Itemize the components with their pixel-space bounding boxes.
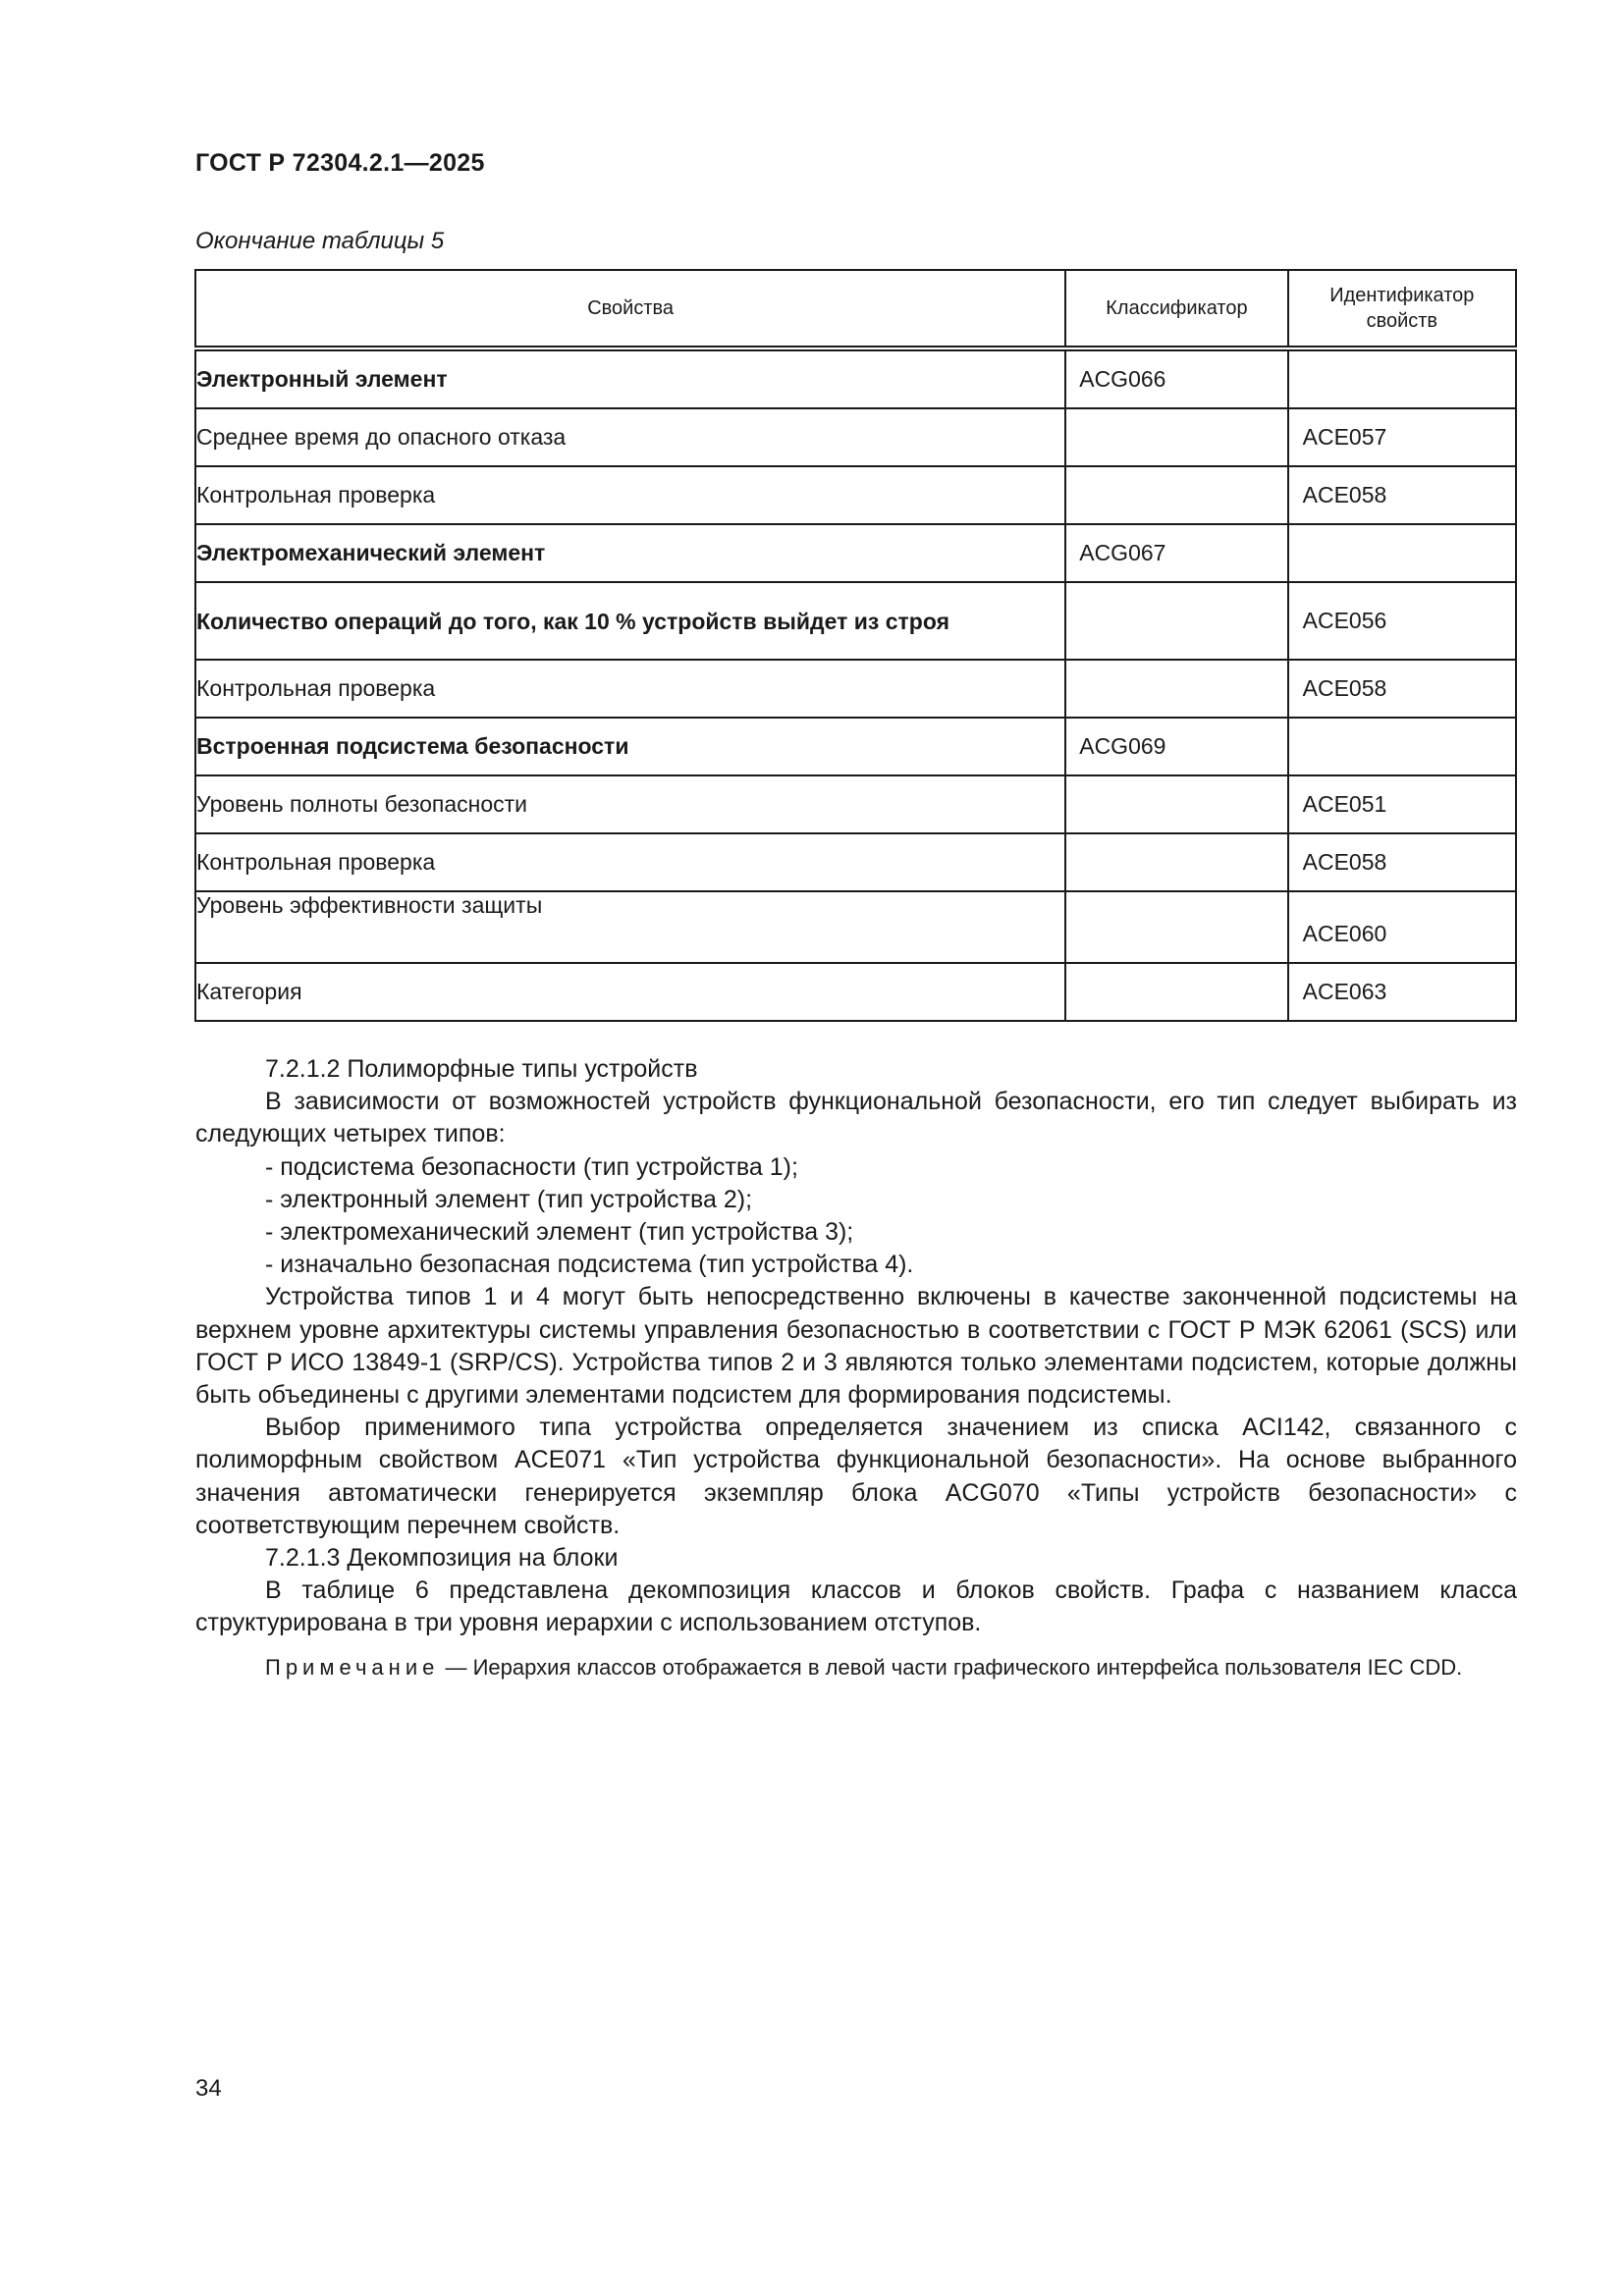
classifier-cell [1065, 408, 1287, 466]
property-id-cell: ACE051 [1288, 775, 1516, 833]
classifier-cell [1065, 963, 1287, 1021]
classifier-cell: ACG069 [1065, 718, 1287, 775]
note-text: — Иерархия классов отображается в левой части графического интерфейса пользователя IEC CDD. [439, 1654, 1463, 1680]
property-cell: Встроенная подсистема безопасности [195, 718, 1065, 775]
property-id-cell [1288, 718, 1516, 775]
property-cell: Контрольная проверка [195, 660, 1065, 718]
property-id-cell [1288, 348, 1516, 408]
table-row [195, 348, 1516, 408]
property-cell: Уровень эффективности защиты [195, 891, 1065, 963]
table-row [195, 718, 1516, 775]
note [195, 1652, 1517, 1683]
property-id-cell: ACE057 [1288, 408, 1516, 466]
property-cell: Количество операций до того, как 10 % устройств выйдет из строя [195, 582, 1065, 660]
document-designation: ГОСТ Р 72304.2.1—2025 [195, 149, 485, 177]
classifier-cell [1065, 891, 1287, 963]
table-row [195, 582, 1516, 660]
property-cell: Электронный элемент [195, 348, 1065, 408]
paragraph: В таблице 6 представлена декомпозиция классов и блоков свойств. Графа с названием класса структурирована в три уровня иерархии с использованием отступов. [195, 1576, 1517, 1637]
property-cell: Среднее время до опасного отказа [195, 408, 1065, 466]
property-id-cell: ACE058 [1288, 466, 1516, 524]
property-id-cell: ACE063 [1288, 963, 1516, 1021]
property-cell: Контрольная проверка [195, 466, 1065, 524]
list-item: - электронный элемент (тип устройства 2); [265, 1185, 753, 1213]
property-id-cell: ACE058 [1288, 833, 1516, 891]
column-header-properties: Свойства [195, 270, 1065, 348]
table-row [195, 524, 1516, 582]
table-row [195, 891, 1516, 963]
property-cell: Категория [195, 963, 1065, 1021]
classifier-cell: ACG066 [1065, 348, 1287, 408]
table-row [195, 408, 1516, 466]
column-header-property-id: Идентификатор свойств [1288, 270, 1516, 348]
section-heading-7-2-1-2: 7.2.1.2 Полиморфные типы устройств [265, 1055, 698, 1083]
section-heading-7-2-1-3: 7.2.1.3 Декомпозиция на блоки [265, 1544, 619, 1573]
classifier-cell: ACG067 [1065, 524, 1287, 582]
paragraph: В зависимости от возможностей устройств функциональной безопасности, его тип следует выбирать из следующих четырех типов: [195, 1088, 1517, 1148]
property-id-cell: ACE056 [1288, 582, 1516, 660]
note-label: Примечание [265, 1654, 440, 1680]
classifier-cell [1065, 833, 1287, 891]
table-row [195, 833, 1516, 891]
table-header-row [195, 270, 1516, 348]
property-id-cell [1288, 524, 1516, 582]
table-row [195, 963, 1516, 1021]
column-header-classifier: Классификатор [1065, 270, 1287, 348]
list-item: - электромеханический элемент (тип устройства 3); [265, 1218, 854, 1247]
classifier-cell [1065, 466, 1287, 524]
properties-table [194, 269, 1517, 1022]
table-row [195, 466, 1516, 524]
classifier-cell [1065, 660, 1287, 718]
property-id-cell: ACE058 [1288, 660, 1516, 718]
table-row [195, 775, 1516, 833]
classifier-cell [1065, 582, 1287, 660]
property-cell: Электромеханический элемент [195, 524, 1065, 582]
table-caption: Окончание таблицы 5 [195, 228, 445, 254]
paragraph: Выбор применимого типа устройства определяется значением из списка ACI142, связанного с полиморфным свойством ACE071 «Тип устройства функциональной безопасности». На основе выбранного значения автоматически генерируется экземпляр блока ACG070 «Типы устройств безопасности» с соответствующим перечнем свойств. [195, 1414, 1517, 1539]
list-item: - изначально безопасная подсистема (тип устройства 4). [265, 1251, 914, 1279]
property-cell: Контрольная проверка [195, 833, 1065, 891]
property-cell: Уровень полноты безопасности [195, 775, 1065, 833]
body-text [195, 1053, 1517, 1683]
property-id-cell: ACE060 [1288, 891, 1516, 963]
table-row [195, 660, 1516, 718]
list-item: - подсистема безопасности (тип устройства 1); [265, 1152, 798, 1181]
classifier-cell [1065, 775, 1287, 833]
paragraph: Устройства типов 1 и 4 могут быть непосредственно включены в качестве законченной подсистемы на верхнем уровне архитектуры системы управления безопасностью в соответствии с ГОСТ Р МЭК 62061 (SCS) или ГОСТ Р ИСО 13849-1 (SRP/CS). Устройства типов 2 и 3 являются только элементами подсистем, которые должны быть объединены с другими элементами подсистем для формирования подсистемы. [195, 1283, 1517, 1410]
page-number: 34 [195, 2075, 222, 2102]
